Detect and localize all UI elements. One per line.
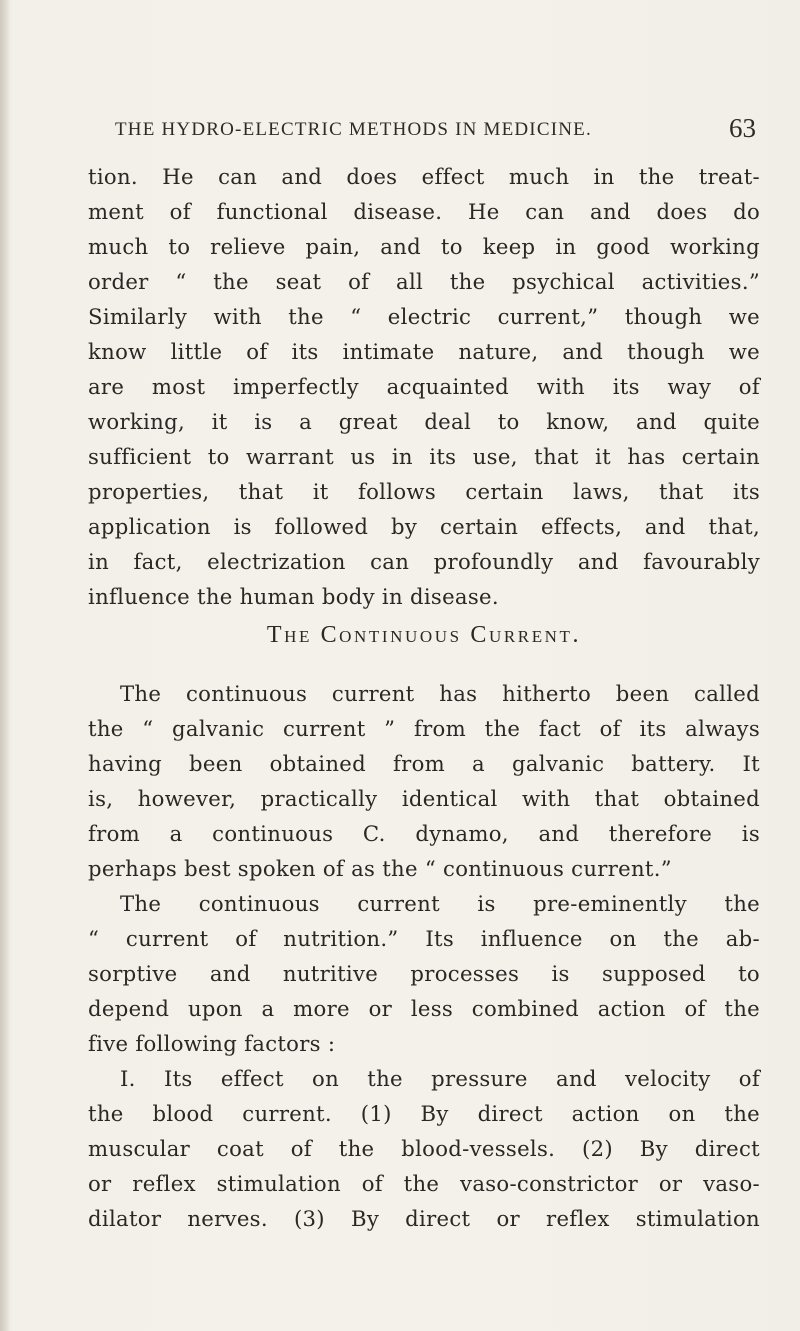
text-line: order “ the seat of all the psychical activities.” [88, 269, 760, 294]
text-line: The continuous current has hitherto been called [120, 681, 760, 706]
text-line: is, however, practically identical with that obtained [88, 786, 760, 811]
text-line: are most imperfectly acquainted with its way of [88, 374, 760, 399]
text-line: perhaps best spoken of as the “ continuous current.” [88, 856, 672, 881]
text-line: muscular coat of the blood-vessels. (2) By direct [88, 1136, 760, 1161]
text-line: influence the human body in disease. [88, 584, 499, 609]
text-line: or reflex stimulation of the vaso-constrictor or vaso- [88, 1171, 760, 1196]
section-heading: The Continuous Current. [266, 622, 582, 648]
text-line: depend upon a more or less combined action of the [88, 996, 760, 1021]
text-line: the blood current. (1) By direct action on the [88, 1101, 760, 1126]
text-line: five following factors : [88, 1031, 336, 1056]
text-line: in fact, electrization can profoundly and favourably [88, 549, 760, 574]
page-header [88, 111, 760, 147]
text-line: ment of functional disease. He can and does do [88, 199, 760, 224]
paragraph-2 [88, 676, 760, 1236]
text-line: the “ galvanic current ” from the fact of its always [88, 716, 760, 741]
text-line: Similarly with the “ electric current,” though we [88, 304, 760, 329]
text-line: dilator nerves. (3) By direct or reflex stimulation [88, 1206, 760, 1231]
text-line: properties, that it follows certain laws, that its [88, 479, 760, 504]
text-line: The continuous current is pre-eminently the [120, 891, 760, 916]
text-line: sufficient to warrant us in its use, that it has certain [88, 444, 760, 469]
text-line: application is followed by certain effects, and that, [88, 514, 760, 539]
text-line: tion. He can and does effect much in the treat- [88, 164, 760, 189]
text-line: know little of its intimate nature, and though we [88, 339, 760, 364]
paragraph-1 [88, 159, 760, 614]
text-line: “ current of nutrition.” Its influence on the ab- [88, 926, 760, 951]
running-title: THE HYDRO-ELECTRIC METHODS IN MEDICINE. [115, 119, 592, 140]
text-line: much to relieve pain, and to keep in good working [88, 234, 760, 259]
text-line: sorptive and nutritive processes is supposed to [88, 961, 760, 986]
text-line: from a continuous C. dynamo, and therefore is [88, 821, 760, 846]
text-line: I. Its effect on the pressure and velocity of [120, 1066, 760, 1091]
text-line: having been obtained from a galvanic battery. It [88, 751, 760, 776]
page-binding-shadow [0, 0, 10, 1331]
page-number: 63 [729, 113, 756, 143]
text-line: working, it is a great deal to know, and quite [88, 409, 760, 434]
